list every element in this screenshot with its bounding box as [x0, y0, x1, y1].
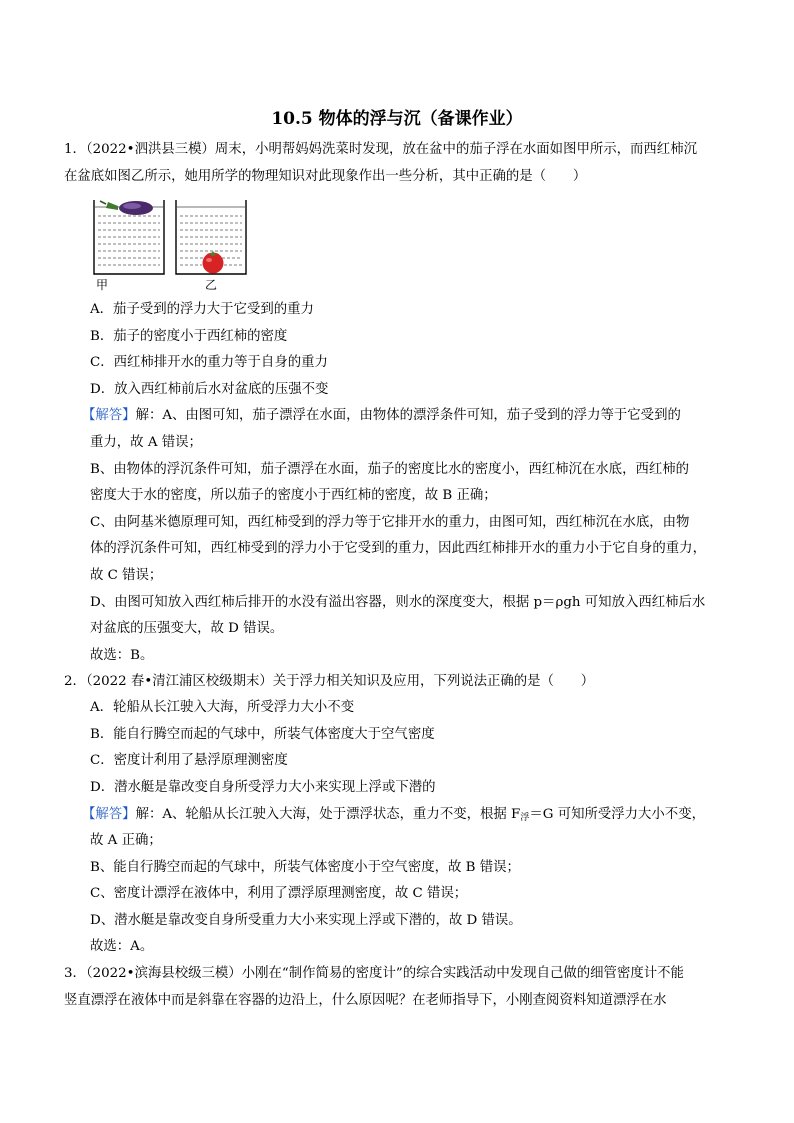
- q1-figure: [88, 194, 258, 294]
- tomato-icon: [203, 251, 224, 274]
- q2-answer-line-1: 【解答】解：A、轮船从长江驶入大海，处于漂浮状态，重力不变，根据 $F_浮=G$ 可知所受浮力大小不变，: [82, 807, 705, 823]
- container-jia: [94, 200, 164, 274]
- q1-answer-line-8: D、由图可知放入西红柿后排开的水没有溢出容器，则水的深度变大，根据 p＝ρgh 可知放入西红柿后水: [90, 595, 706, 610]
- q2-option-c: C．密度计利用了悬浮原理测密度: [90, 753, 288, 768]
- q2-option-a: A．轮船从长江驶入大海，所受浮力大小不变: [90, 700, 355, 715]
- container-yi: [176, 200, 246, 274]
- q1-stem-line-1: 1．（2022•泗洪县三模）周末，小明帮妈妈洗菜时发现，放在盆中的茄子浮在水面如图甲所示，而西红柿沉: [64, 142, 697, 157]
- q1-answer-line-6: 体的浮沉条件可知，西红柿受到的浮力小于它受到的重力，因此西红柿排开水的重力小于它自身的重力，: [90, 541, 706, 556]
- q1-option-a: A．茄子受到的浮力大于它受到的重力: [90, 302, 314, 317]
- q1-option-c: C．西红柿排开水的重力等于自身的重力: [90, 355, 328, 370]
- q1-answer-line-4: 密度大于水的密度，所以茄子的密度小于西红柿的密度，故 B 正确；: [90, 488, 497, 503]
- q2-answer-line-2: 故 A 正确；: [90, 833, 162, 848]
- q2-option-d: D．潜水艇是靠改变自身所受浮力大小来实现上浮或下潜的: [90, 780, 436, 795]
- q2-option-b: B．能自行腾空而起的气球中，所装气体密度大于空气密度: [90, 727, 435, 742]
- q3-stem-line-1: 3．（2022•滨海县校级三模）小刚在“制作简易的密度计”的综合实践活动中发现自己做的细管密度计不能: [64, 966, 684, 981]
- figure-label-yi: 乙: [205, 278, 218, 292]
- q1-figure-svg: [88, 194, 258, 294]
- figure-label-jia: 甲: [96, 278, 109, 292]
- q3-stem-line-2: 竖直漂浮在液体中而是斜靠在容器的边沿上，什么原因呢？在老师指导下，小刚查阅资料知道漂浮在水: [64, 993, 667, 1008]
- q2-answer-line-6: 故选：A。: [90, 939, 154, 954]
- q2-answer-tag: 【解答】: [82, 807, 136, 822]
- q1-answer-line-1: 【解答】解：A、由图可知，茄子漂浮在水面，由物体的漂浮条件可知，茄子受到的浮力等于它受到的: [82, 408, 681, 423]
- page-title: 10.5 物体的浮与沉（备课作业）: [271, 109, 523, 129]
- q1-option-d: D．放入西红柿前后水对盆底的压强不变: [90, 382, 329, 397]
- q1-answer-tag: 【解答】: [82, 408, 136, 423]
- q1-answer-line-9: 对盆底的压强变大，故 D 错误。: [90, 621, 284, 636]
- q1-answer-line-7: 故 C 错误；: [90, 568, 163, 583]
- q1-stem-line-2: 在盆底如图乙所示，她用所学的物理知识对此现象作出一些分析，其中正确的是（ ）: [64, 169, 587, 184]
- q1-option-b: B．茄子的密度小于西红柿的密度: [90, 329, 288, 344]
- q1-answer-line-3: B、由物体的浮沉条件可知，茄子漂浮在水面，茄子的密度比水的密度小，西红柿沉在水底，西红柿的: [90, 462, 690, 477]
- eggplant-icon: [100, 201, 153, 215]
- q1-answer-line-2: 重力，故 A 错误；: [90, 435, 202, 450]
- q1-answer-line-5: C、由阿基米德原理可知，西红柿受到的浮力等于它排开水的重力，由图可知，西红柿沉在水底，由物: [90, 515, 690, 530]
- q2-stem-line-1: 2．（2022 春•清江浦区校级期末）关于浮力相关知识及应用，下列说法正确的是（ ）: [64, 674, 595, 689]
- q2-answer-line-4: C、密度计漂浮在液体中，利用了漂浮原理测密度，故 C 错误；: [90, 886, 468, 901]
- q2-answer-line-3: B、能自行腾空而起的气球中，所装气体密度小于空气密度，故 B 错误；: [90, 860, 520, 875]
- q2-answer-line-5: D、潜水艇是靠改变自身所受重力大小来实现上浮或下潜的，故 D 错误。: [90, 913, 522, 928]
- q1-answer-line-10: 故选：B。: [90, 648, 154, 663]
